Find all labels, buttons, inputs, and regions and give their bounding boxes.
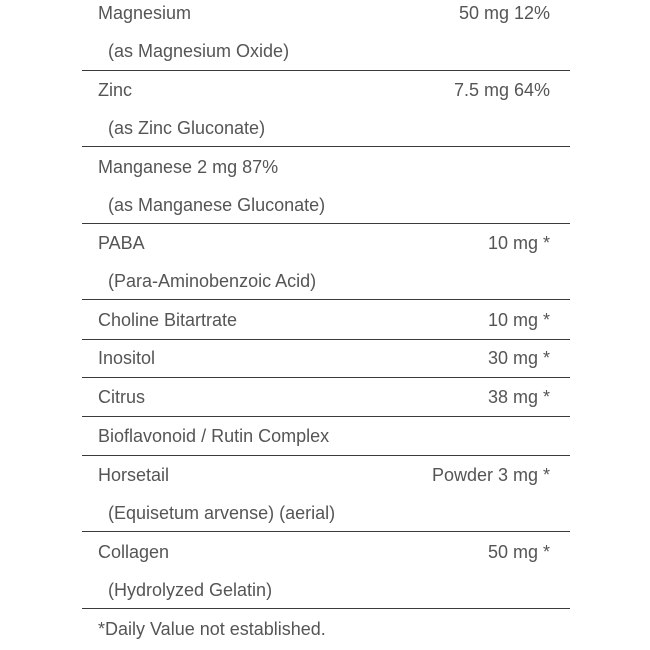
nutrient-name: Choline Bitartrate (98, 310, 238, 330)
row-divider (82, 416, 570, 417)
row-divider (82, 70, 570, 71)
nutrient-source: (as Manganese Gluconate) (108, 195, 326, 215)
nutrient-name: Zinc (98, 80, 133, 100)
row-divider (82, 377, 570, 378)
nutrient-name: Horsetail (98, 465, 170, 485)
nutrient-source: (Para-Aminobenzoic Acid) (108, 271, 317, 291)
nutrient-amount: 50 mg * (487, 542, 550, 562)
nutrient-source: (as Zinc Gluconate) (108, 118, 266, 138)
nutrient-amount: 38 mg * (487, 387, 550, 407)
nutrient-name: Manganese 2 mg 87% (98, 157, 279, 177)
nutrient-name: PABA (98, 233, 145, 253)
row-divider (82, 339, 570, 340)
row-divider (82, 608, 570, 609)
nutrient-name: Inositol (98, 348, 156, 368)
nutrient-amount: 10 mg * (487, 233, 550, 253)
nutrient-amount: 50 mg 12% (458, 3, 550, 23)
row-divider (82, 531, 570, 532)
nutrient-source: (Equisetum arvense) (aerial) (108, 503, 336, 523)
nutrient-amount: 10 mg * (487, 310, 550, 330)
nutrient-amount: 30 mg * (487, 348, 550, 368)
nutrient-amount: 7.5 mg 64% (453, 80, 550, 100)
nutrient-source: (as Magnesium Oxide) (108, 41, 290, 61)
row-divider (82, 146, 570, 147)
nutrient-name: Collagen (98, 542, 170, 562)
row-divider (82, 223, 570, 224)
nutrient-amount: Powder 3 mg * (431, 465, 550, 485)
nutrient-name: Citrus (98, 387, 146, 407)
nutrient-name: Bioflavonoid / Rutin Complex (98, 426, 330, 446)
row-divider (82, 455, 570, 456)
daily-value-footnote: *Daily Value not established. (98, 619, 326, 639)
nutrient-source: (Hydrolyzed Gelatin) (108, 580, 273, 600)
nutrient-name: Magnesium (98, 3, 192, 23)
row-divider (82, 299, 570, 300)
